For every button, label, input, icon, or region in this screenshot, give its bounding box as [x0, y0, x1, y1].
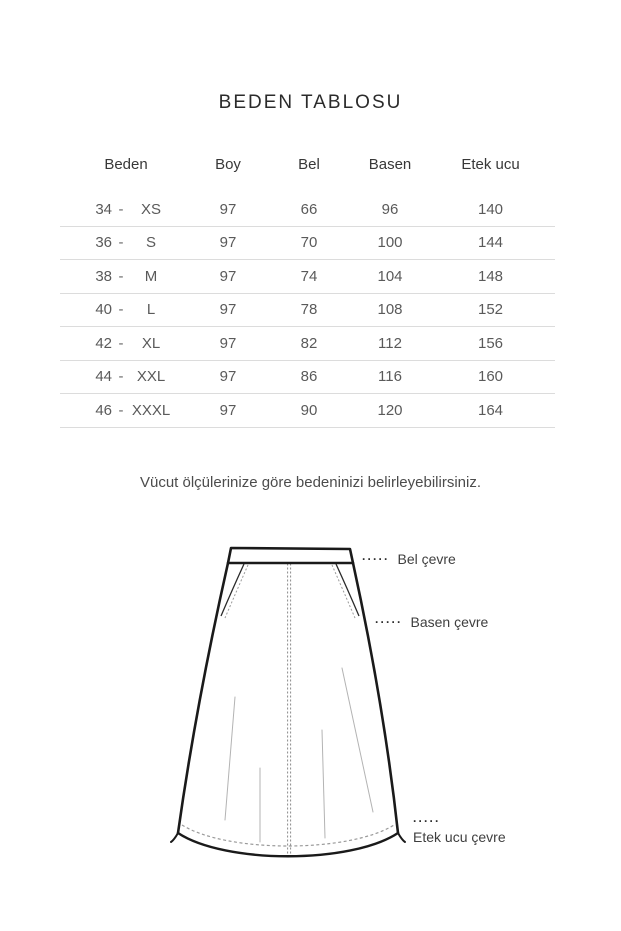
bel-value: 66 — [300, 200, 318, 218]
size-table-header-row — [60, 144, 555, 184]
etek-ucu-value: 164 — [477, 401, 504, 419]
boy-value: 97 — [219, 234, 237, 252]
label-etek-ucu-cevre — [413, 814, 506, 845]
size-letter: XXL — [136, 368, 166, 386]
size-number: 46 — [95, 401, 112, 419]
bel-value: 78 — [300, 301, 318, 319]
basen-value: 116 — [378, 368, 402, 386]
size-number: 38 — [95, 267, 112, 285]
col-header-bel: Bel — [298, 155, 320, 173]
size-letter: XXXL — [131, 401, 171, 419]
basen-value: 100 — [377, 234, 403, 252]
skirt-outline — [171, 548, 405, 856]
label-bel-cevre — [362, 551, 456, 567]
bel-value: 82 — [300, 334, 318, 352]
leader-dots: ····· — [375, 615, 403, 629]
boy-value: 97 — [219, 301, 237, 319]
etek-ucu-value: 144 — [477, 234, 504, 252]
size-separator: - — [118, 267, 124, 285]
table-row — [60, 294, 555, 328]
size-cell — [60, 268, 192, 285]
table-row — [60, 260, 555, 294]
basen-value: 108 — [377, 301, 403, 319]
table-row — [60, 327, 555, 361]
note-text: Vücut ölçülerinize göre bedeninizi belirleyebilirsiniz. — [139, 474, 481, 491]
page-title: BEDEN TABLOSU — [218, 92, 403, 113]
table-row — [60, 394, 555, 428]
size-cell — [60, 234, 192, 251]
skirt-diagram — [170, 540, 515, 885]
size-separator: - — [118, 334, 124, 352]
size-cell — [60, 402, 192, 419]
boy-value: 97 — [219, 401, 237, 419]
size-cell — [60, 201, 192, 218]
basen-value: 104 — [377, 267, 403, 285]
leader-dots: ····· — [362, 552, 390, 566]
table-row — [60, 361, 555, 395]
right-side-seam — [353, 563, 398, 833]
size-number: 44 — [95, 368, 112, 386]
col-header-boy: Boy — [215, 155, 241, 173]
bel-value: 70 — [300, 234, 318, 252]
size-letter: XL — [141, 334, 161, 352]
col-header-beden: Beden — [104, 155, 148, 173]
size-separator: - — [118, 301, 124, 319]
label-basen-cevre — [375, 614, 488, 630]
size-cell — [60, 368, 192, 385]
left-side-seam — [178, 563, 228, 833]
size-separator: - — [118, 200, 124, 218]
etek-ucu-value: 152 — [477, 301, 504, 319]
label-text: Basen çevre — [410, 614, 489, 630]
size-cell — [60, 335, 192, 352]
fabric-crease-lines — [225, 668, 373, 842]
table-row — [60, 193, 555, 227]
col-header-basen: Basen — [368, 155, 412, 173]
col-header-etek-ucu: Etek ucu — [461, 155, 520, 173]
bel-value: 90 — [300, 401, 318, 419]
basen-value: 120 — [377, 401, 403, 419]
basen-value: 112 — [378, 334, 402, 352]
leader-dots: ····· — [413, 814, 441, 828]
label-text: Etek ucu çevre — [413, 829, 506, 845]
size-separator: - — [118, 234, 124, 252]
skirt-drawing — [170, 540, 410, 870]
etek-ucu-value: 160 — [477, 368, 504, 386]
size-number: 34 — [95, 200, 112, 218]
bel-value: 74 — [300, 267, 318, 285]
pocket-lines — [221, 564, 359, 618]
basen-value: 96 — [381, 200, 399, 218]
table-row — [60, 227, 555, 261]
label-text: Bel çevre — [397, 551, 456, 567]
boy-value: 97 — [219, 267, 237, 285]
size-number: 36 — [95, 234, 112, 252]
boy-value: 97 — [219, 200, 237, 218]
bel-value: 86 — [300, 368, 318, 386]
size-letter: XS — [140, 200, 161, 218]
center-front-seam — [288, 564, 291, 858]
size-cell — [60, 301, 192, 318]
boy-value: 97 — [219, 368, 237, 386]
size-letter: M — [144, 267, 158, 285]
etek-ucu-value: 148 — [477, 267, 504, 285]
size-separator: - — [118, 368, 124, 386]
size-table-body — [60, 193, 555, 428]
etek-ucu-value: 156 — [477, 334, 504, 352]
size-table — [60, 144, 555, 428]
size-letter: L — [146, 301, 156, 319]
size-number: 42 — [95, 334, 112, 352]
boy-value: 97 — [219, 334, 237, 352]
size-letter: S — [145, 234, 156, 252]
hem-right-corner — [398, 833, 405, 842]
hem-left-corner — [171, 833, 178, 842]
etek-ucu-value: 140 — [477, 200, 504, 218]
waistband — [228, 548, 353, 563]
size-number: 40 — [95, 301, 112, 319]
size-separator: - — [118, 401, 124, 419]
